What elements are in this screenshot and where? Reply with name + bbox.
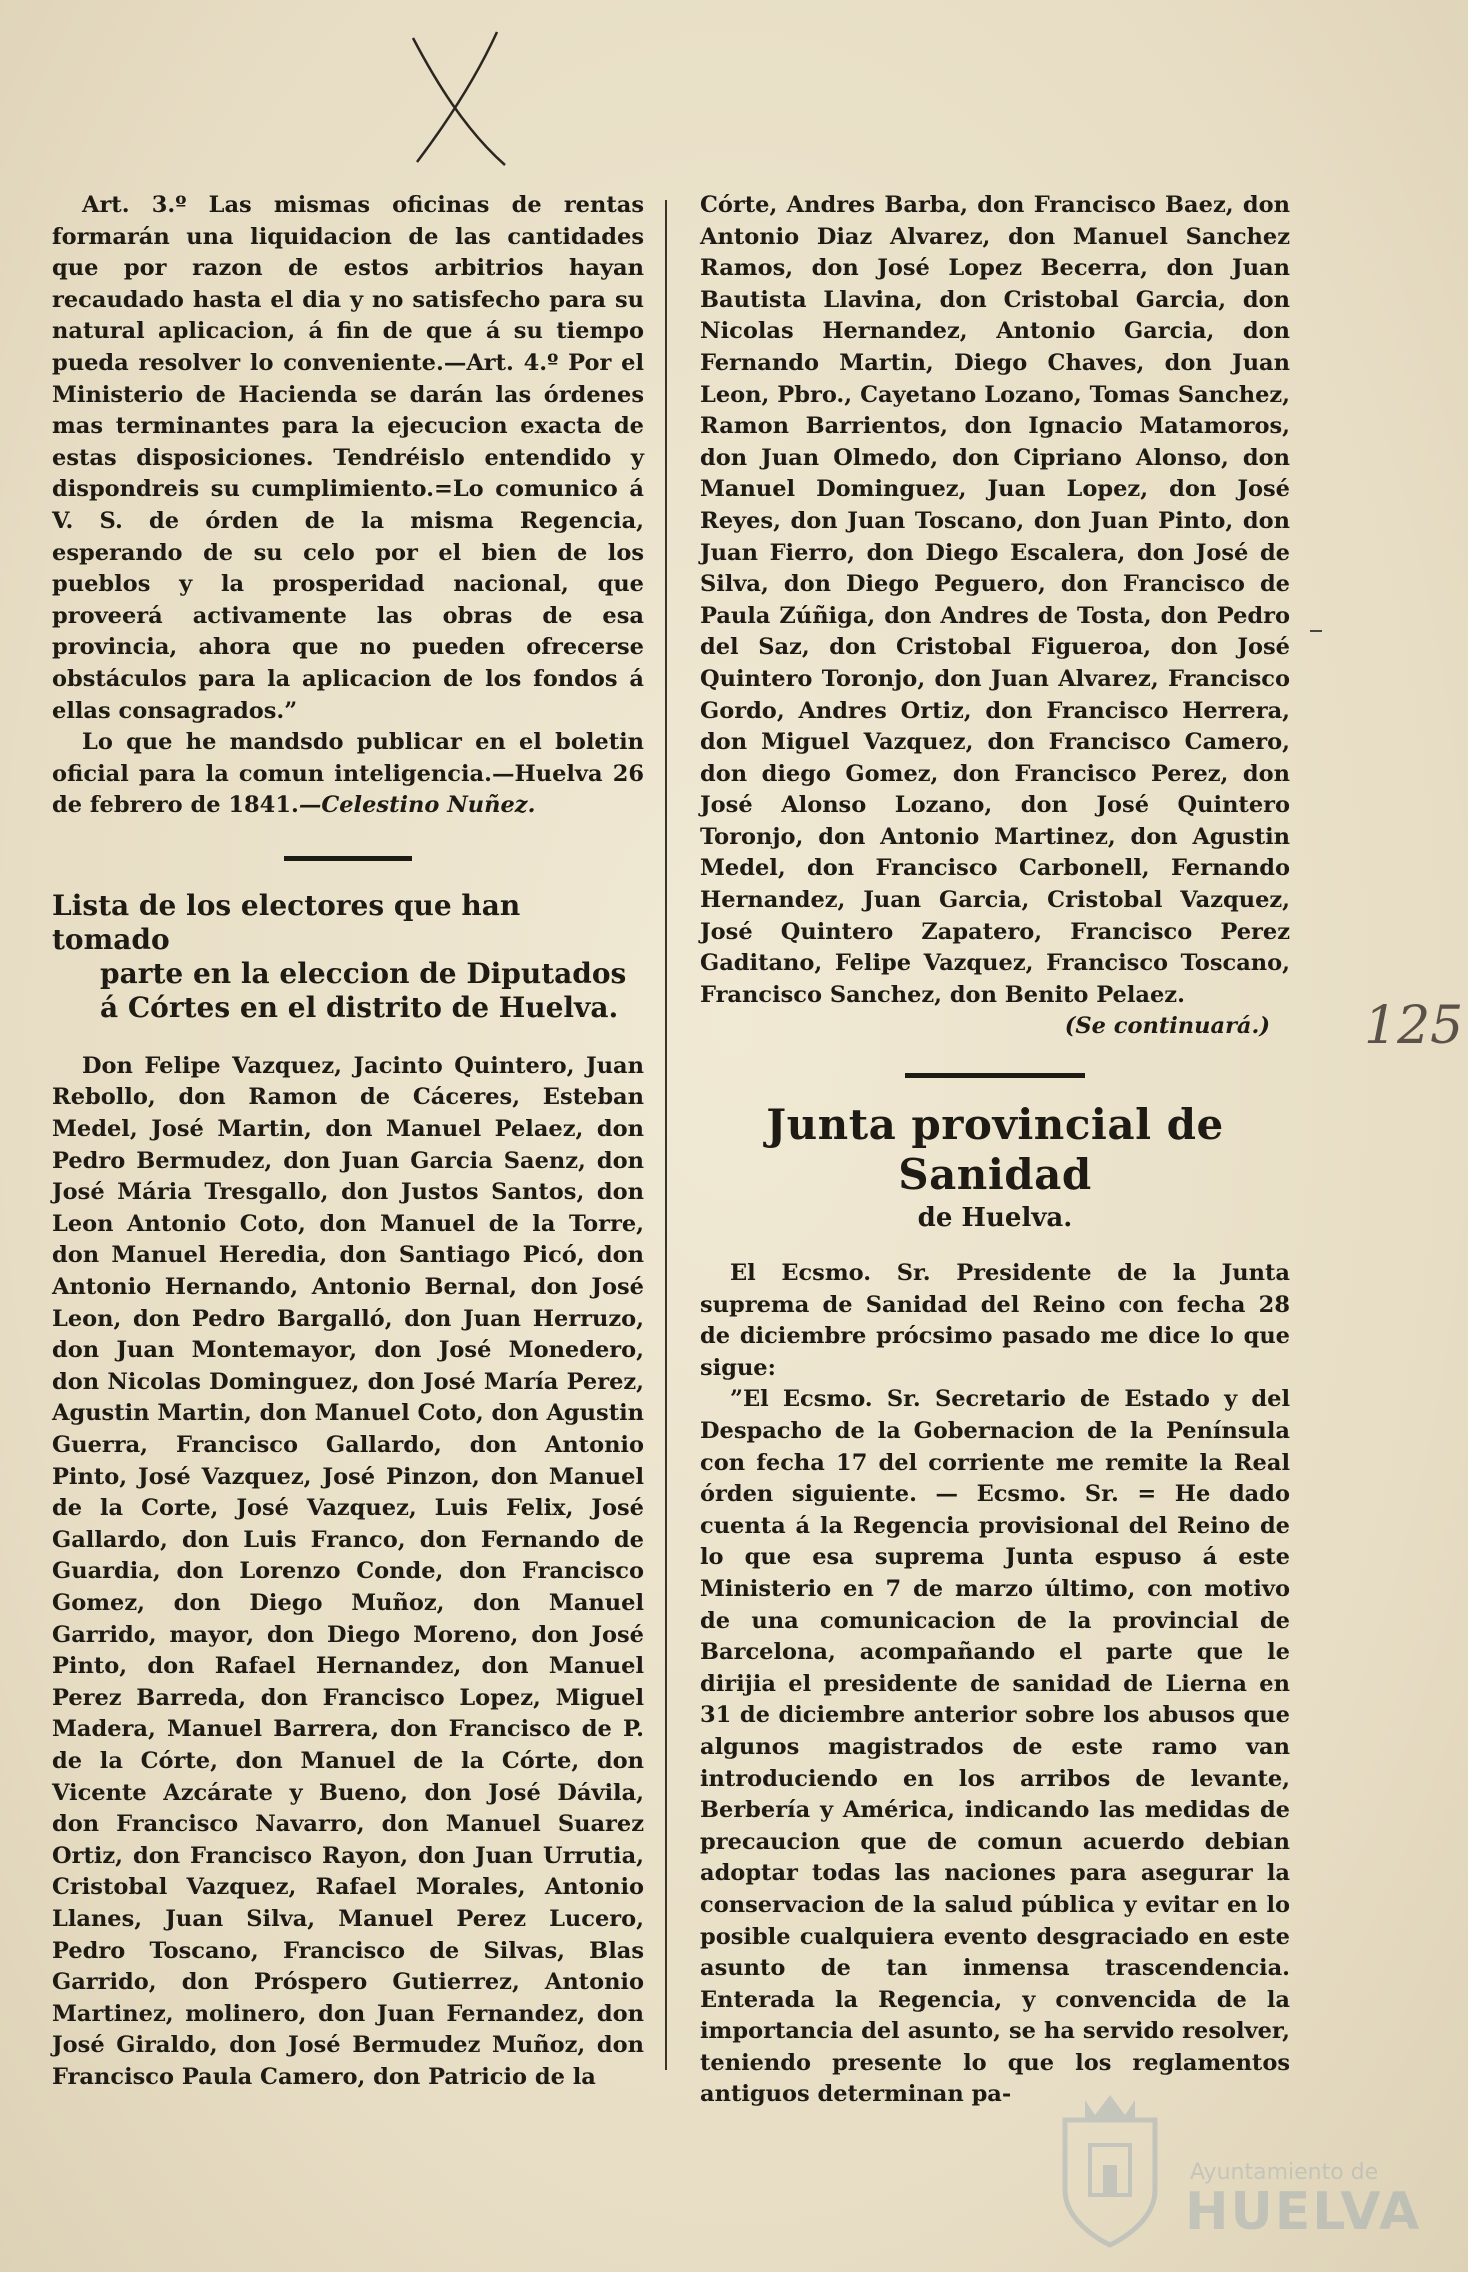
publish-note: Lo que he mandsdo publicar en el boletin oficial para la comun inteligencia.—Huelva 26 de febrero de 1841.—Celestino Nuñez. bbox=[52, 729, 644, 819]
coat-of-arms-icon bbox=[1055, 2090, 1165, 2250]
signature: —Celestino Nuñez. bbox=[298, 792, 536, 819]
junta-paragraph-2: ”El Ecsmo. Sr. Secretario de Estado y del Despacho de la Gobernacion de la Península con fecha 17 del corriente me remite la Real órden siguiente. — Ecsmo. Sr. = He dado cuenta á la Regencia provisional del Reino de lo que esa suprema Junta espuso á este Ministerio en 7 de marzo último, con motivo de una comunicacion de la provincial de Barcelona, acompañando el parte que le dirijia el presidente de sanidad de Lierna en 31 de diciembre anterior sobre los abusos que algunos magistrados de este ramo van introduciendo en los arribos de levante, Berbería y América, indicando las medidas de precaucion que de comun acuerdo debian adoptar todas las naciones para asegurar la conservacion de la salud pública y evitar en lo posible cualquiera evento desgraciado en este asunto de tan inmensa trascendencia. Enterada la Regencia, y convencida de la importancia del asunto, se ha servido resolver, teniendo presente lo que los reglamentos antiguos determinan pa- bbox=[700, 1386, 1290, 2108]
city-watermark bbox=[1055, 2090, 1422, 2250]
section-separator bbox=[905, 1073, 1085, 1078]
electors-list-continued: Córte, Andres Barba, don Francisco Baez, don Antonio Diaz Alvarez, don Manuel Sanchez Ramos, don José Lopez Becerra, don Juan Bautista Llavina, don Cristobal Garcia, don Nicolas Hernandez, Antonio Garcia, don Fernando Martin, Diego Chaves, don Juan Leon, Pbro., Cayetano Lozano, Tomas Sanchez, Ramon Barrientos, don Ignacio Matamoros, don Juan Olmedo, don Cipriano Alonso, don Manuel Dominguez, Juan Lopez, don José Reyes, don Juan Toscano, don Juan Pinto, don Juan Fierro, don Diego Escalera, don José de Silva, don Diego Peguero, don Francisco de Paula Zúñiga, don Andres de Tosta, don Pedro del Saz, don Cristobal Figueroa, don José Quintero Toronjo, don Juan Alvarez, Francisco Gordo, Andres Ortiz, don Francisco Herrera, don Miguel Vazquez, don Francisco Camero, don diego Gomez, don Francisco Perez, don José Alonso Lozano, don José Quintero Toronjo, don Antonio Martinez, don Agustin Medel, don Francisco Carbonell, Fernando Hernandez, Juan Garcia, Cristobal Vazquez, José Quintero Zapatero, Francisco Perez Gaditano, Felipe Vazquez, Francisco Toscano, Francisco Sanchez, don Benito Pelaez. bbox=[700, 192, 1290, 1008]
list-title: Lista de los electores que han tomado parte en la eleccion de Diputados á Córtes en el distrito de Huelva. bbox=[52, 888, 627, 1024]
continue-note: (Se continuará.) bbox=[1064, 1013, 1270, 1040]
watermark-line1: Ayuntamiento de bbox=[1190, 2160, 1379, 2185]
right-column bbox=[700, 190, 1290, 2111]
watermark-line2: HUELVA bbox=[1185, 2182, 1422, 2242]
junta-subheading: de Huelva. bbox=[917, 1203, 1073, 1234]
section-separator bbox=[284, 856, 412, 861]
junta-heading: Junta provincial de Sanidad bbox=[766, 1100, 1224, 1200]
handwritten-page-number bbox=[1360, 985, 1464, 1065]
article-text: Art. 3.º Las mismas oficinas de rentas formarán una liquidacion de las cantidades que por razon de estos arbitrios hayan recaudado hasta el dia y no satisfecho para su natural aplicacion, á fin de que á su tiempo pueda resolver lo conveniente.—Art. 4.º Por el Ministerio de Hacienda se darán las órdenes mas terminantes para la ejecucion exacta de estas disposiciones. Tendréislo entendido y dispondreis su cumplimiento.=Lo comunico á V. S. de órden de la misma Regencia, esperando de su celo por el bien de los pueblos y la prosperidad nacional, que proveerá activamente las obras de esa provincia, ahora que no pueden ofrecerse obstáculos para la aplicacion de los fondos á ellas consagrados.” bbox=[52, 192, 644, 724]
date-line: 26 de febrero de 1841. bbox=[52, 760, 644, 819]
column-divider bbox=[665, 200, 667, 2070]
handwritten-x-mark bbox=[405, 30, 515, 170]
electors-list: Don Felipe Vazquez, Jacinto Quintero, Juan Rebollo, don Ramon de Cáceres, Esteban Medel, José Martin, don Manuel Pelaez, don Pedro Bermudez, don Juan Garcia Saenz, don José Mária Tresgallo, don Justos Santos, don Leon Antonio Coto, don Manuel de la Torre, don Manuel Heredia, don Santiago Picó, don Antonio Hernando, Antonio Bernal, don José Leon, don Pedro Bargalló, don Juan Herruzo, don Juan Montemayor, don José Monedero, don Nicolas Dominguez, don José María Perez, Agustin Martin, don Manuel Coto, don Agustin Guerra, Francisco Gallardo, don Antonio Pinto, José Vazquez, José Pinzon, don Manuel de la Corte, José Vazquez, Luis Felix, José Gallardo, don Luis Franco, don Fernando de Guardia, don Lorenzo Conde, don Francisco Gomez, don Diego Muñoz, don Manuel Garrido, mayor, don Diego Moreno, don José Pinto, don Rafael Hernandez, don Manuel Perez Barreda, don Francisco Lopez, Miguel Madera, Manuel Barrera, don Francisco de P. de la Córte, don Manuel de la Córte, don Vicente Azcárate y Bueno, don José Dávila, don Francisco Navarro, don Manuel Suarez Ortiz, don Francisco Rayon, don Juan Urrutia, Cristobal Vazquez, Rafael Morales, Antonio Llanes, Juan Silva, Manuel Perez Lucero, Pedro Toscano, Francisco de Silvas, Blas Garrido, don Próspero Gutierrez, Antonio Martinez, molinero, don Juan Fernandez, don José Giraldo, don José Bermudez Muñoz, don Francisco Paula Camero, don Patricio de la bbox=[52, 1052, 644, 2090]
junta-paragraph-1: El Ecsmo. Sr. Presidente de la Junta suprema de Sanidad del Reino con fecha 28 de diciembre prócsimo pasado me dice lo que sigue: bbox=[700, 1260, 1290, 1381]
margin-tick bbox=[1310, 630, 1322, 632]
svg-text:125: 125 bbox=[1364, 996, 1464, 1056]
left-column bbox=[52, 190, 644, 2093]
